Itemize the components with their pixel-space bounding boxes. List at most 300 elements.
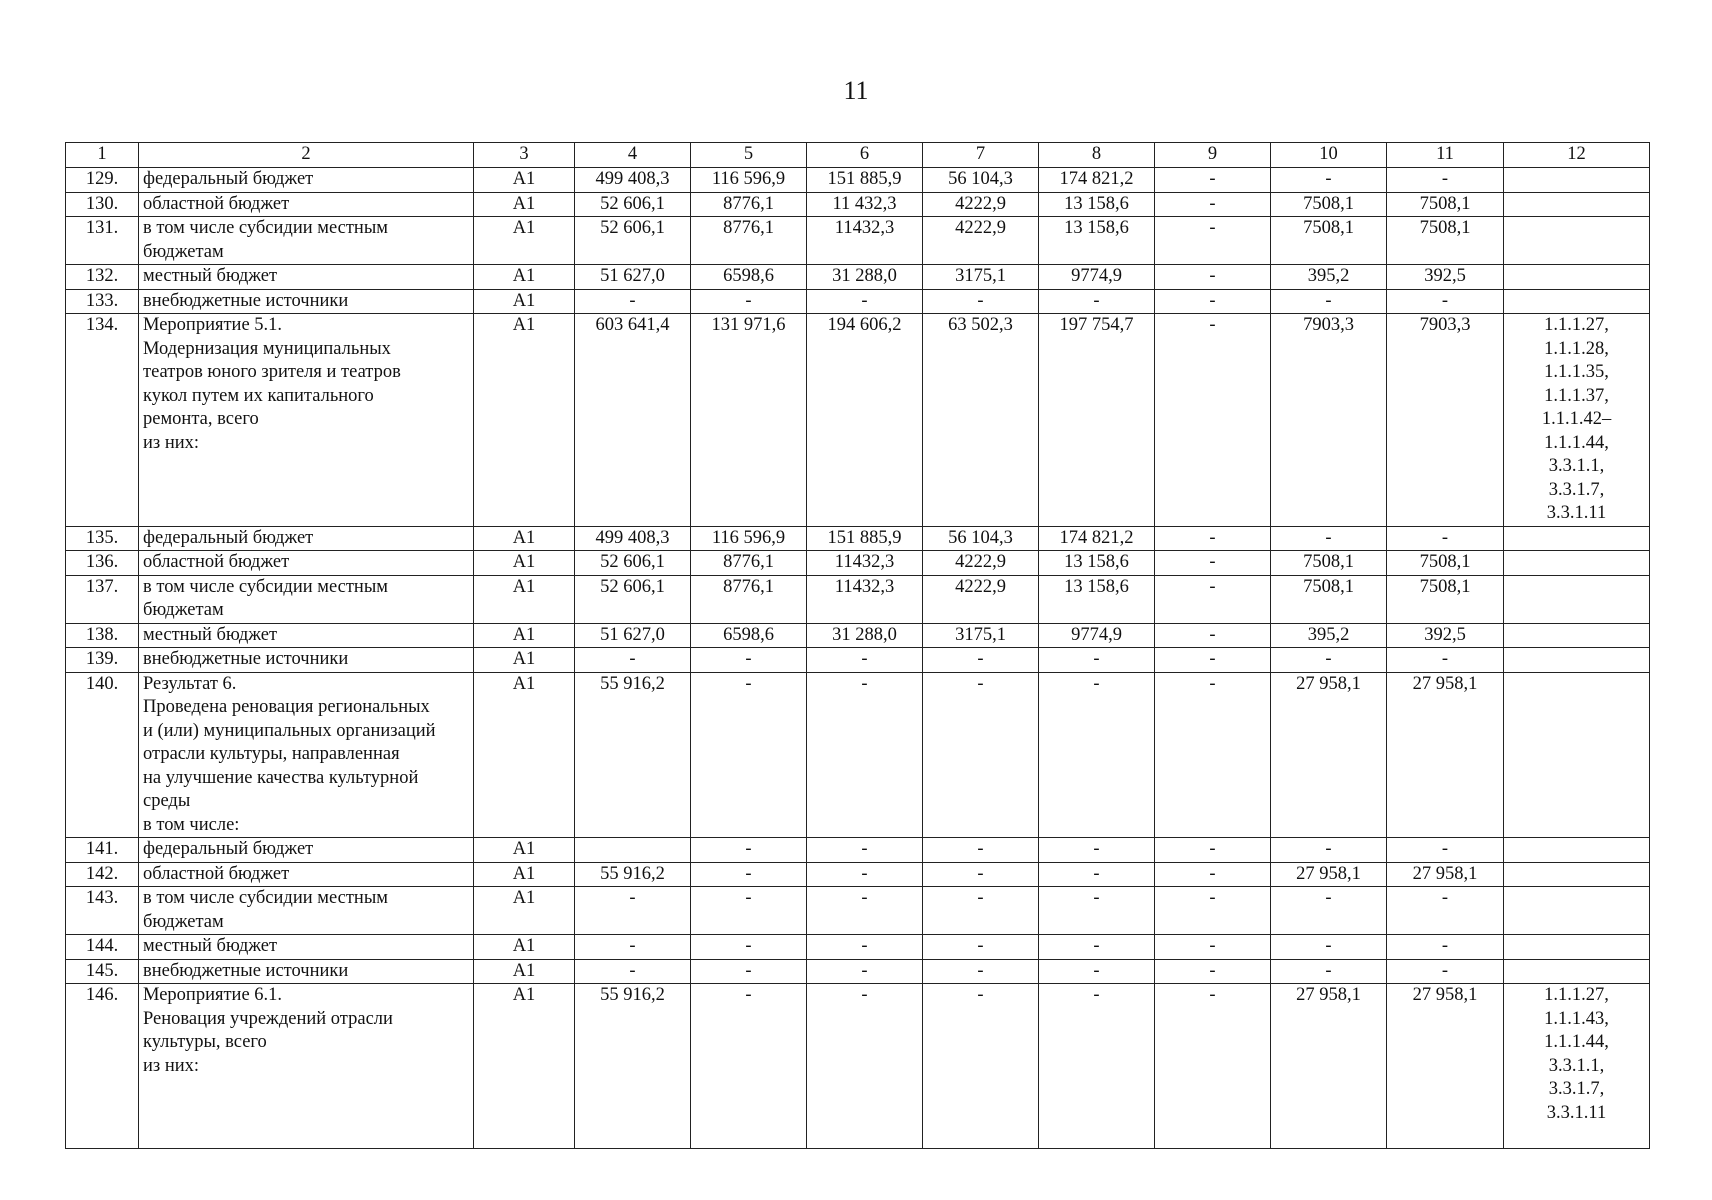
column-header: 1 bbox=[66, 143, 139, 168]
value-cell: - bbox=[1155, 838, 1271, 863]
reference-line: 1.1.1.43, bbox=[1544, 1008, 1609, 1029]
row-source: А1 bbox=[474, 314, 575, 527]
value-cell: - bbox=[807, 959, 923, 984]
row-number: 132. bbox=[66, 265, 139, 290]
table-row bbox=[66, 672, 1650, 838]
reference-line: 3.3.1.1, bbox=[1548, 456, 1605, 476]
row-source: А1 bbox=[474, 551, 575, 576]
row-references bbox=[1504, 672, 1650, 838]
row-source: А1 bbox=[474, 526, 575, 551]
row-references bbox=[1504, 623, 1650, 648]
value-cell: 11 432,3 bbox=[807, 192, 923, 217]
table-row bbox=[66, 862, 1650, 887]
value-cell: - bbox=[923, 862, 1039, 887]
value-cell: 6598,6 bbox=[691, 623, 807, 648]
row-references bbox=[1504, 265, 1650, 290]
table-row bbox=[66, 168, 1650, 193]
row-references bbox=[1504, 217, 1650, 265]
table-row bbox=[66, 838, 1650, 863]
reference-line: 3.3.1.11 bbox=[1546, 1102, 1607, 1123]
row-name-line: театров юного зрителя и театров bbox=[143, 362, 401, 382]
value-cell: 151 885,9 bbox=[807, 526, 923, 551]
value-cell: 116 596,9 bbox=[691, 526, 807, 551]
value-cell: 63 502,3 bbox=[923, 314, 1039, 527]
value-cell: - bbox=[691, 984, 807, 1149]
value-cell: - bbox=[1155, 265, 1271, 290]
value-cell: - bbox=[1155, 959, 1271, 984]
row-references bbox=[1504, 168, 1650, 193]
row-number: 136. bbox=[66, 551, 139, 576]
value-cell: - bbox=[1387, 959, 1504, 984]
table-body bbox=[66, 168, 1650, 1149]
reference-line: 1.1.1.37, bbox=[1544, 385, 1609, 406]
value-cell: - bbox=[691, 935, 807, 960]
row-number: 139. bbox=[66, 648, 139, 673]
row-name-line: Проведена реновация региональных bbox=[143, 697, 430, 717]
row-number: 141. bbox=[66, 838, 139, 863]
value-cell: 8776,1 bbox=[691, 551, 807, 576]
value-cell: - bbox=[1155, 168, 1271, 193]
reference-line: 3.3.1.7, bbox=[1548, 479, 1605, 500]
reference-line: 1.1.1.42– bbox=[1541, 409, 1612, 429]
value-cell: 499 408,3 bbox=[575, 168, 691, 193]
value-cell: - bbox=[691, 838, 807, 863]
column-header: 5 bbox=[691, 143, 807, 168]
table-row bbox=[66, 217, 1650, 265]
row-name-line: ремонта, всего bbox=[143, 409, 259, 429]
value-cell: 395,2 bbox=[1271, 265, 1387, 290]
value-cell: - bbox=[575, 887, 691, 935]
value-cell: - bbox=[1039, 672, 1155, 838]
page-number: 11 bbox=[843, 76, 869, 105]
value-cell: - bbox=[575, 959, 691, 984]
reference-line: 1.1.1.27, bbox=[1544, 985, 1609, 1005]
value-cell: - bbox=[691, 959, 807, 984]
row-name-line: Результат 6. bbox=[143, 673, 237, 694]
row-number: 135. bbox=[66, 526, 139, 551]
value-cell: 7903,3 bbox=[1271, 314, 1387, 527]
value-cell: - bbox=[1155, 648, 1271, 673]
value-cell: - bbox=[1155, 862, 1271, 887]
column-header: 2 bbox=[139, 143, 474, 168]
value-cell: 8776,1 bbox=[691, 217, 807, 265]
value-cell: - bbox=[1271, 887, 1387, 935]
reference-line: 1.1.1.35, bbox=[1544, 362, 1609, 382]
row-name bbox=[139, 838, 474, 863]
row-number: 133. bbox=[66, 289, 139, 314]
value-cell: 27 958,1 bbox=[1387, 984, 1504, 1149]
table-row bbox=[66, 984, 1650, 1149]
row-name bbox=[139, 935, 474, 960]
value-cell: - bbox=[923, 887, 1039, 935]
row-name-line: Модернизация муниципальных bbox=[143, 338, 391, 359]
row-references bbox=[1504, 289, 1650, 314]
value-cell: - bbox=[1039, 289, 1155, 314]
row-source: А1 bbox=[474, 838, 575, 863]
value-cell: - bbox=[1039, 862, 1155, 887]
value-cell: - bbox=[691, 289, 807, 314]
row-source: А1 bbox=[474, 672, 575, 838]
column-header: 10 bbox=[1271, 143, 1387, 168]
value-cell: - bbox=[923, 838, 1039, 863]
value-cell: 56 104,3 bbox=[923, 168, 1039, 193]
value-cell: - bbox=[1271, 168, 1387, 193]
value-cell: 13 158,6 bbox=[1039, 551, 1155, 576]
value-cell: - bbox=[691, 672, 807, 838]
row-source: А1 bbox=[474, 265, 575, 290]
value-cell: - bbox=[807, 838, 923, 863]
column-header: 3 bbox=[474, 143, 575, 168]
value-cell: 9774,9 bbox=[1039, 623, 1155, 648]
column-header: 8 bbox=[1039, 143, 1155, 168]
value-cell: 6598,6 bbox=[691, 265, 807, 290]
column-header: 11 bbox=[1387, 143, 1504, 168]
row-references bbox=[1504, 862, 1650, 887]
value-cell: - bbox=[1387, 935, 1504, 960]
value-cell: - bbox=[807, 672, 923, 838]
row-number: 140. bbox=[66, 672, 139, 838]
row-name-line: внебюджетные источники bbox=[143, 649, 349, 669]
row-references bbox=[1504, 887, 1650, 935]
reference-line: 1.1.1.44, bbox=[1544, 432, 1609, 453]
row-number: 145. bbox=[66, 959, 139, 984]
value-cell: 7508,1 bbox=[1387, 551, 1504, 576]
row-source: А1 bbox=[474, 168, 575, 193]
value-cell: 174 821,2 bbox=[1039, 526, 1155, 551]
row-source: А1 bbox=[474, 217, 575, 265]
value-cell: 55 916,2 bbox=[575, 862, 691, 887]
value-cell: - bbox=[1387, 648, 1504, 673]
table-row bbox=[66, 959, 1650, 984]
row-name-line: федеральный бюджет bbox=[143, 839, 314, 859]
value-cell: 7508,1 bbox=[1271, 551, 1387, 576]
table-row bbox=[66, 265, 1650, 290]
row-references bbox=[1504, 648, 1650, 673]
value-cell: - bbox=[1155, 289, 1271, 314]
value-cell: 52 606,1 bbox=[575, 575, 691, 623]
row-name bbox=[139, 168, 474, 193]
value-cell: - bbox=[1271, 289, 1387, 314]
value-cell: 27 958,1 bbox=[1271, 862, 1387, 887]
column-header: 6 bbox=[807, 143, 923, 168]
reference-line: 1.1.1.28, bbox=[1544, 338, 1609, 359]
row-name-line: в том числе субсидии местным bbox=[143, 888, 388, 908]
row-name bbox=[139, 289, 474, 314]
row-name-line: из них: bbox=[143, 1055, 200, 1076]
row-number: 137. bbox=[66, 575, 139, 623]
row-name-line: Реновация учреждений отрасли bbox=[143, 1008, 393, 1029]
row-source: А1 bbox=[474, 862, 575, 887]
column-header: 4 bbox=[575, 143, 691, 168]
value-cell: - bbox=[1387, 887, 1504, 935]
row-name-line: областной бюджет bbox=[143, 863, 290, 884]
value-cell: 52 606,1 bbox=[575, 551, 691, 576]
value-cell: - bbox=[1271, 838, 1387, 863]
value-cell: - bbox=[1039, 984, 1155, 1149]
row-references bbox=[1504, 192, 1650, 217]
table-row bbox=[66, 575, 1650, 623]
row-name-line: бюджетам bbox=[143, 600, 224, 620]
value-cell: 52 606,1 bbox=[575, 192, 691, 217]
row-name-line: культуры, всего bbox=[143, 1032, 267, 1052]
row-source: А1 bbox=[474, 623, 575, 648]
row-name-line: Мероприятие 5.1. bbox=[143, 315, 283, 335]
value-cell: 7508,1 bbox=[1387, 575, 1504, 623]
value-cell: - bbox=[1271, 935, 1387, 960]
value-cell: - bbox=[1387, 168, 1504, 193]
value-cell: - bbox=[923, 935, 1039, 960]
row-source: А1 bbox=[474, 935, 575, 960]
value-cell: - bbox=[575, 289, 691, 314]
row-name-line: кукол путем их капитального bbox=[143, 385, 374, 406]
value-cell: - bbox=[1155, 935, 1271, 960]
row-source: А1 bbox=[474, 192, 575, 217]
row-name-line: в том числе субсидии местным bbox=[143, 218, 388, 238]
row-name-line: из них: bbox=[143, 432, 200, 453]
row-name-line: бюджетам bbox=[143, 911, 224, 932]
value-cell: 8776,1 bbox=[691, 575, 807, 623]
row-source: А1 bbox=[474, 648, 575, 673]
value-cell: 4222,9 bbox=[923, 192, 1039, 217]
column-header: 12 bbox=[1504, 143, 1650, 168]
value-cell: 7508,1 bbox=[1271, 192, 1387, 217]
value-cell: - bbox=[1155, 526, 1271, 551]
value-cell: 52 606,1 bbox=[575, 217, 691, 265]
value-cell: - bbox=[691, 648, 807, 673]
row-name-line: среды bbox=[143, 791, 191, 811]
value-cell: - bbox=[807, 935, 923, 960]
value-cell: - bbox=[1039, 959, 1155, 984]
row-name-line: федеральный бюджет bbox=[143, 527, 314, 548]
value-cell: - bbox=[923, 672, 1039, 838]
value-cell: 9774,9 bbox=[1039, 265, 1155, 290]
row-name-line: местный бюджет bbox=[143, 266, 278, 286]
value-cell: - bbox=[807, 648, 923, 673]
row-references bbox=[1504, 575, 1650, 623]
value-cell: 13 158,6 bbox=[1039, 192, 1155, 217]
value-cell: 197 754,7 bbox=[1039, 314, 1155, 527]
value-cell: 194 606,2 bbox=[807, 314, 923, 527]
value-cell: - bbox=[923, 959, 1039, 984]
row-references bbox=[1504, 526, 1650, 551]
row-number: 144. bbox=[66, 935, 139, 960]
value-cell: - bbox=[1039, 648, 1155, 673]
row-name-line: местный бюджет bbox=[143, 624, 278, 645]
reference-line: 3.3.1.7, bbox=[1548, 1079, 1605, 1099]
value-cell: - bbox=[1155, 314, 1271, 527]
table-row bbox=[66, 192, 1650, 217]
column-header: 9 bbox=[1155, 143, 1271, 168]
value-cell: 27 958,1 bbox=[1387, 862, 1504, 887]
row-name bbox=[139, 984, 474, 1149]
row-name bbox=[139, 648, 474, 673]
value-cell: - bbox=[1155, 217, 1271, 265]
row-references bbox=[1504, 551, 1650, 576]
value-cell: - bbox=[1155, 887, 1271, 935]
value-cell bbox=[575, 838, 691, 863]
row-number: 131. bbox=[66, 217, 139, 265]
value-cell: - bbox=[923, 984, 1039, 1149]
row-name bbox=[139, 217, 474, 265]
row-name bbox=[139, 192, 474, 217]
value-cell: - bbox=[575, 648, 691, 673]
value-cell: 392,5 bbox=[1387, 623, 1504, 648]
row-references bbox=[1504, 935, 1650, 960]
row-name-line: и (или) муниципальных организаций bbox=[143, 720, 436, 741]
value-cell: 603 641,4 bbox=[575, 314, 691, 527]
row-name bbox=[139, 265, 474, 290]
value-cell: - bbox=[1039, 838, 1155, 863]
table-row bbox=[66, 935, 1650, 960]
budget-table bbox=[65, 142, 1650, 1149]
value-cell: 11432,3 bbox=[807, 575, 923, 623]
row-name-line: бюджетам bbox=[143, 241, 224, 262]
row-source: А1 bbox=[474, 289, 575, 314]
value-cell: 4222,9 bbox=[923, 551, 1039, 576]
value-cell: - bbox=[1155, 672, 1271, 838]
value-cell: - bbox=[1155, 623, 1271, 648]
reference-line: 1.1.1.27, bbox=[1544, 315, 1609, 335]
row-source: А1 bbox=[474, 959, 575, 984]
value-cell: 11432,3 bbox=[807, 551, 923, 576]
value-cell: - bbox=[1155, 575, 1271, 623]
value-cell: 4222,9 bbox=[923, 217, 1039, 265]
row-source: А1 bbox=[474, 575, 575, 623]
value-cell: 55 916,2 bbox=[575, 984, 691, 1149]
row-source: А1 bbox=[474, 984, 575, 1149]
table-row bbox=[66, 289, 1650, 314]
row-name-line: отрасли культуры, направленная bbox=[143, 744, 400, 764]
value-cell: 31 288,0 bbox=[807, 265, 923, 290]
value-cell: - bbox=[1271, 648, 1387, 673]
value-cell: - bbox=[807, 984, 923, 1149]
row-references bbox=[1504, 314, 1650, 527]
value-cell: 27 958,1 bbox=[1271, 984, 1387, 1149]
value-cell: - bbox=[1387, 838, 1504, 863]
value-cell: 131 971,6 bbox=[691, 314, 807, 527]
value-cell: - bbox=[923, 289, 1039, 314]
header-row bbox=[66, 143, 1650, 168]
row-name bbox=[139, 862, 474, 887]
table-row bbox=[66, 551, 1650, 576]
row-number: 142. bbox=[66, 862, 139, 887]
value-cell: 116 596,9 bbox=[691, 168, 807, 193]
row-name-line: на улучшение качества культурной bbox=[143, 767, 419, 788]
row-number: 129. bbox=[66, 168, 139, 193]
value-cell: - bbox=[1387, 526, 1504, 551]
row-name-line: в том числе: bbox=[143, 814, 240, 835]
row-references bbox=[1504, 838, 1650, 863]
value-cell: - bbox=[1155, 984, 1271, 1149]
value-cell: 7508,1 bbox=[1387, 192, 1504, 217]
row-source: А1 bbox=[474, 887, 575, 935]
column-header: 7 bbox=[923, 143, 1039, 168]
row-name-line: областной бюджет bbox=[143, 552, 290, 572]
row-name-line: в том числе субсидии местным bbox=[143, 576, 388, 597]
value-cell: 56 104,3 bbox=[923, 526, 1039, 551]
value-cell: 13 158,6 bbox=[1039, 217, 1155, 265]
value-cell: 51 627,0 bbox=[575, 265, 691, 290]
value-cell: 27 958,1 bbox=[1271, 672, 1387, 838]
row-name-line: федеральный бюджет bbox=[143, 169, 314, 189]
value-cell: 151 885,9 bbox=[807, 168, 923, 193]
row-name bbox=[139, 575, 474, 623]
value-cell: 7903,3 bbox=[1387, 314, 1504, 527]
reference-line: 3.3.1.11 bbox=[1546, 503, 1607, 523]
row-references bbox=[1504, 984, 1650, 1149]
row-references bbox=[1504, 959, 1650, 984]
value-cell: 8776,1 bbox=[691, 192, 807, 217]
row-name bbox=[139, 672, 474, 838]
value-cell: 51 627,0 bbox=[575, 623, 691, 648]
row-number: 138. bbox=[66, 623, 139, 648]
row-name-line: Мероприятие 6.1. bbox=[143, 985, 283, 1005]
row-name-line: областной бюджет bbox=[143, 193, 290, 214]
value-cell: 27 958,1 bbox=[1387, 672, 1504, 838]
table-row bbox=[66, 526, 1650, 551]
value-cell: 7508,1 bbox=[1271, 575, 1387, 623]
row-name bbox=[139, 314, 474, 527]
value-cell: 4222,9 bbox=[923, 575, 1039, 623]
value-cell: - bbox=[1387, 289, 1504, 314]
value-cell: 31 288,0 bbox=[807, 623, 923, 648]
value-cell: 3175,1 bbox=[923, 623, 1039, 648]
value-cell: 395,2 bbox=[1271, 623, 1387, 648]
reference-line: 1.1.1.44, bbox=[1544, 1032, 1609, 1052]
row-name-line: внебюджетные источники bbox=[143, 290, 349, 311]
row-name bbox=[139, 623, 474, 648]
value-cell: - bbox=[807, 289, 923, 314]
table-row bbox=[66, 887, 1650, 935]
value-cell: - bbox=[1039, 935, 1155, 960]
value-cell: - bbox=[1155, 551, 1271, 576]
value-cell: 3175,1 bbox=[923, 265, 1039, 290]
row-name-line: местный бюджет bbox=[143, 936, 278, 956]
row-number: 134. bbox=[66, 314, 139, 527]
value-cell: - bbox=[923, 648, 1039, 673]
value-cell: - bbox=[1039, 887, 1155, 935]
value-cell: 499 408,3 bbox=[575, 526, 691, 551]
row-name-line: внебюджетные источники bbox=[143, 960, 349, 981]
value-cell: 7508,1 bbox=[1271, 217, 1387, 265]
value-cell: - bbox=[1271, 526, 1387, 551]
value-cell: - bbox=[575, 935, 691, 960]
table-row bbox=[66, 623, 1650, 648]
row-name bbox=[139, 551, 474, 576]
value-cell: - bbox=[691, 862, 807, 887]
value-cell: - bbox=[1155, 192, 1271, 217]
value-cell: 7508,1 bbox=[1387, 217, 1504, 265]
value-cell: 13 158,6 bbox=[1039, 575, 1155, 623]
table-row bbox=[66, 314, 1650, 527]
row-name bbox=[139, 887, 474, 935]
value-cell: 11432,3 bbox=[807, 217, 923, 265]
value-cell: 174 821,2 bbox=[1039, 168, 1155, 193]
value-cell: 55 916,2 bbox=[575, 672, 691, 838]
value-cell: - bbox=[807, 887, 923, 935]
row-number: 130. bbox=[66, 192, 139, 217]
row-name bbox=[139, 959, 474, 984]
table-row bbox=[66, 648, 1650, 673]
value-cell: - bbox=[807, 862, 923, 887]
value-cell: - bbox=[1271, 959, 1387, 984]
value-cell: - bbox=[691, 887, 807, 935]
row-name bbox=[139, 526, 474, 551]
reference-line: 3.3.1.1, bbox=[1548, 1055, 1605, 1076]
row-number: 143. bbox=[66, 887, 139, 935]
row-number: 146. bbox=[66, 984, 139, 1149]
value-cell: 392,5 bbox=[1387, 265, 1504, 290]
